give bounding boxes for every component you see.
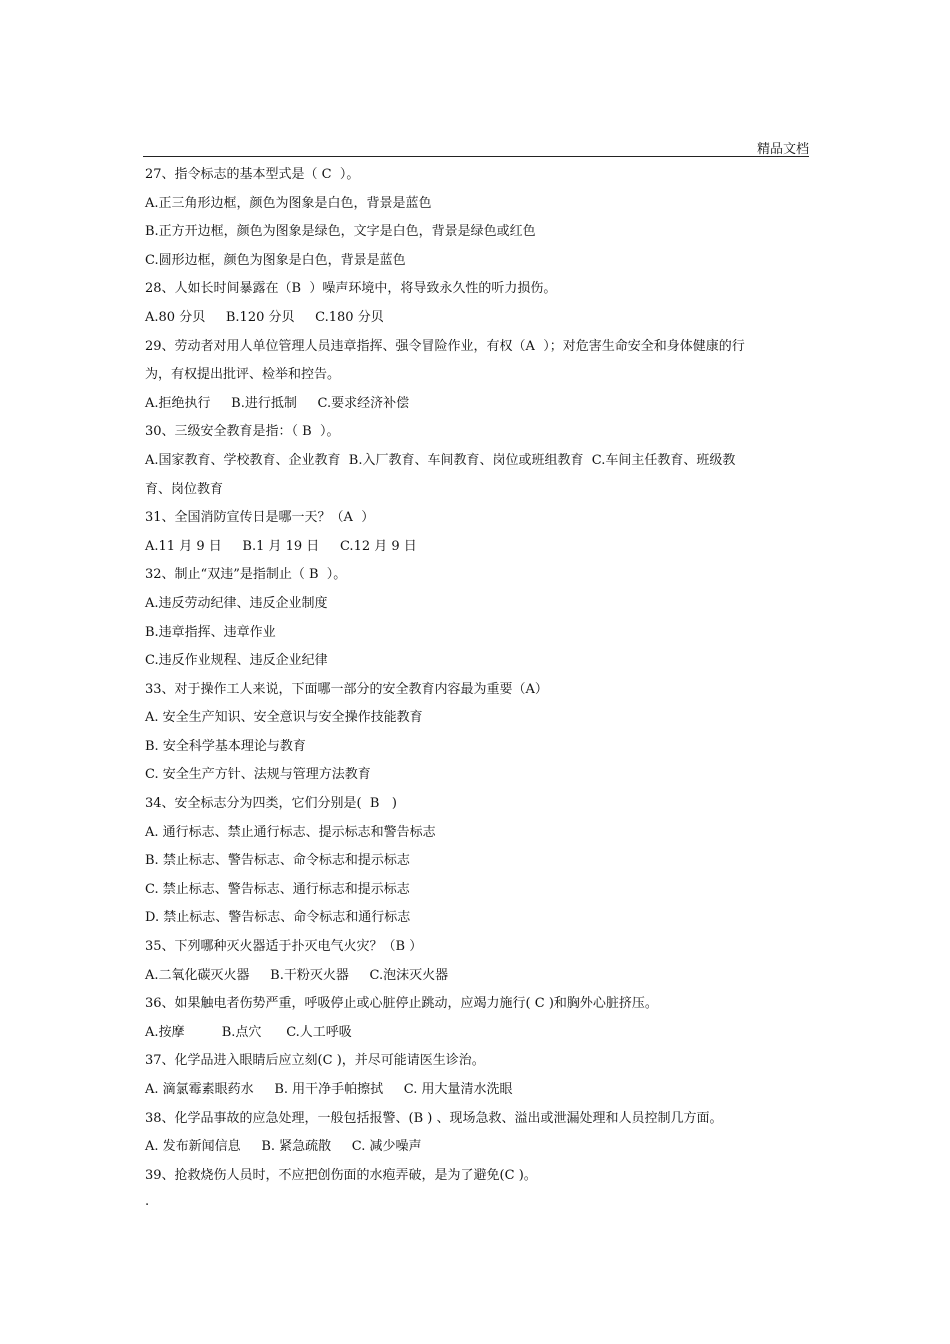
text-line: B.违章指挥、违章作业 xyxy=(145,624,276,640)
header-label: 精品文档 xyxy=(756,142,809,157)
text-line: 为，有权提出批评、检举和控告。 xyxy=(145,367,341,383)
text-line: A. 发布新闻信息 B. 紧急疏散 C. 减少噪声 xyxy=(145,1139,422,1155)
text-line: D. 禁止标志、警告标志、命令标志和通行标志 xyxy=(145,910,411,926)
text-line: A. 滴氯霉素眼药水 B. 用干净手帕擦拭 C. 用大量清水洗眼 xyxy=(145,1082,513,1097)
text-line: C.违反作业规程、违反企业纪律 xyxy=(145,653,328,669)
text-line: A.二氧化碳灭火器 B.干粉灭火器 C.泡沫灭火器 xyxy=(145,967,449,983)
text-line: 育、岗位教育 xyxy=(145,481,224,497)
document-body xyxy=(145,161,809,1190)
text-line: A.80 分贝 B.120 分贝 C.180 分贝 xyxy=(145,309,384,325)
text-line: 27、指令标志的基本型式是（ C ）。 xyxy=(145,167,360,182)
text-line: 29、劳动者对用人单位管理人员违章指挥、强令冒险作业，有权（A ）；对危害生命安全和身体健康的行 xyxy=(145,338,745,354)
text-line: A.按摩 B.点穴 C.人工呼吸 xyxy=(145,1024,352,1040)
text-line: 35、下列哪种灭火器适于扑灭电气火灾？（B ） xyxy=(145,939,423,955)
text-line: B. 安全科学基本理论与教育 xyxy=(145,738,306,754)
text-line: A.违反劳动纪律、违反企业制度 xyxy=(145,595,328,611)
footer-mark: . xyxy=(145,1194,150,1209)
text-line: 33、对于操作工人来说，下面哪一部分的安全教育内容最为重要（A） xyxy=(145,681,548,697)
text-line: 28、人如长时间暴露在（B ）噪声环境中，将导致永久性的听力损伤。 xyxy=(145,281,557,297)
page-header xyxy=(143,136,809,157)
text-line: 32、制止“双违”是指制止（ B ）。 xyxy=(145,567,347,583)
text-line: A. 通行标志、禁止通行标志、提示标志和警告标志 xyxy=(145,824,436,840)
text-line: 36、如果触电者伤势严重，呼吸停止或心脏停止跳动，应竭力施行( C )和胸外心脏挤压。 xyxy=(145,996,658,1012)
text-line: A.11 月 9 日 B.1 月 19 日 C.12 月 9 日 xyxy=(145,538,417,554)
text-line: C. 禁止标志、警告标志、通行标志和提示标志 xyxy=(145,881,410,897)
text-line: A.国家教育、学校教育、企业教育 B.入厂教育、车间教育、岗位或班组教育 C.车间主任教育、班级教 xyxy=(145,452,736,468)
text-line: 38、化学品事故的应急处理，一般包括报警、(B ) 、现场急救、溢出或泄漏处理和人员控制几方面。 xyxy=(145,1110,723,1126)
text-line: 37、化学品进入眼睛后应立刻(C )，并尽可能请医生诊治。 xyxy=(145,1053,485,1069)
text-line: A.正三角形边框，颜色为图象是白色，背景是蓝色 xyxy=(145,195,432,211)
text-line: A.拒绝执行 B.进行抵制 C.要求经济补偿 xyxy=(145,395,410,411)
text-line: C.圆形边框，颜色为图象是白色，背景是蓝色 xyxy=(145,252,406,268)
text-line: B.正方开边框，颜色为图象是绿色，文字是白色，背景是绿色或红色 xyxy=(145,224,536,240)
text-line: 30、三级安全教育是指：（ B ）。 xyxy=(145,424,340,440)
text-line: A. 安全生产知识、安全意识与安全操作技能教育 xyxy=(145,710,423,726)
text-line: 31、全国消防宣传日是哪一天？（A ） xyxy=(145,510,375,526)
text-line: C. 安全生产方针、法规与管理方法教育 xyxy=(145,767,371,783)
text-line: 39、抢救烧伤人员时，不应把创伤面的水疱弄破，是为了避免(C )。 xyxy=(145,1167,537,1183)
text-line: B. 禁止标志、警告标志、命令标志和提示标志 xyxy=(145,853,410,869)
text-line: 34、安全标志分为四类，它们分别是( B ) xyxy=(145,796,397,812)
